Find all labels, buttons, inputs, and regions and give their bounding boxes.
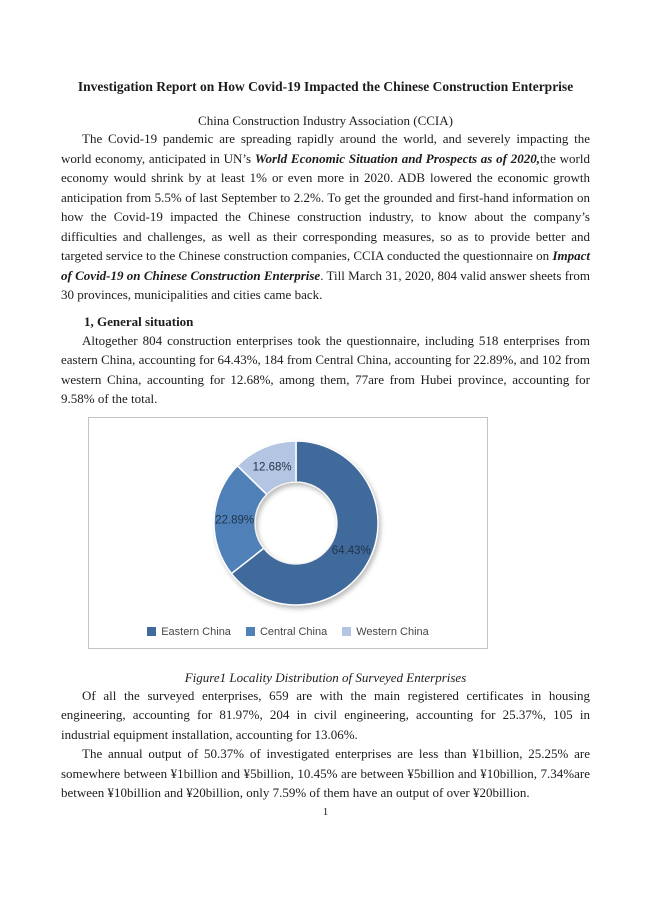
legend-marker-icon — [342, 627, 351, 636]
legend-label: Central China — [259, 625, 328, 638]
slice-data-label: 12.68% — [252, 460, 292, 473]
figure-caption: Figure1 Locality Distribution of Surveyed Enterprises — [184, 669, 467, 685]
emphasized-text: World Economic Situation and Prospects as of 2020, — [254, 150, 540, 166]
text-run: . Till March 31, 2020, 804 valid answer sheets from 30 provinces, municipalities and cities came back. — [61, 267, 590, 302]
report-subtitle: China Construction Industry Association (CCIA) — [198, 113, 453, 128]
donut-chart-svg — [89, 418, 487, 648]
legend-item-eastern-china — [147, 626, 231, 638]
report-title: Investigation Report on How Covid-19 Impacted the Chinese Construction Enterprise — [77, 79, 574, 94]
legend-label: Western China — [356, 625, 429, 638]
page-number: 1 — [322, 805, 329, 818]
legend-item-central-china — [246, 626, 327, 638]
text-run: The Covid-19 pandemic are spreading rapidly around the world, and severely impacting the world economy, anticipated in UN’s — [61, 131, 590, 166]
text-run: the world economy would shrink by at least 1% or even more in 2020. ADB lowered the economic growth anticipation from 5.5% of last September to 2.2%. To get the grounded and first-hand information on how the Covid-19 impacted the Chinese construction industry, to know about the company’s difficulties and challenges, as well as their corresponding measures, so as to provide better and targeted service to the Chinese construction companies, CCIA conducted the questionnaire on — [61, 150, 590, 263]
slice-data-label: 22.89% — [215, 514, 255, 527]
paragraph-intro — [61, 129, 590, 305]
legend-marker-icon — [246, 627, 255, 636]
donut-hole-rim — [255, 481, 338, 564]
chart-legend — [89, 626, 487, 638]
legend-label: Eastern China — [161, 625, 231, 638]
slice-data-label: 64.43% — [331, 544, 371, 557]
paragraph-certificates: Of all the surveyed enterprises, 659 are with the main registered certificates in housing engineering, accounting for 81.97%, 204 in civil engineering, accounting for 25.37%, 105 in industrial equipment installation, accounting for 13.06%. — [61, 687, 590, 742]
legend-marker-icon — [147, 627, 156, 636]
section-heading-general-situation: 1, General situation — [84, 313, 194, 329]
legend-item-western-china — [342, 626, 429, 638]
emphasized-text: Impact of Covid-19 on Chinese Construction Enterprise — [61, 248, 590, 283]
donut-chart — [88, 417, 488, 649]
paragraph-general-situation: Altogether 804 construction enterprises took the questionnaire, including 518 enterprises from eastern China, accounting for 64.43%, 184 from Central China, accounting for 22.89%, and 102 from western China, accounting for 12.68%, among them, 77are from Hubei province, accounting for 9.58% of the total. — [61, 332, 590, 406]
paragraph-annual-output: The annual output of 50.37% of investigated enterprises are less than ¥1billion, 25.25% are somewhere between ¥1billion and ¥5billion, 10.45% are between ¥5billion and ¥10billion, 7.34%are between ¥10billion and ¥20billion, only 7.59% of them have an output of over ¥20billion. — [61, 746, 590, 800]
